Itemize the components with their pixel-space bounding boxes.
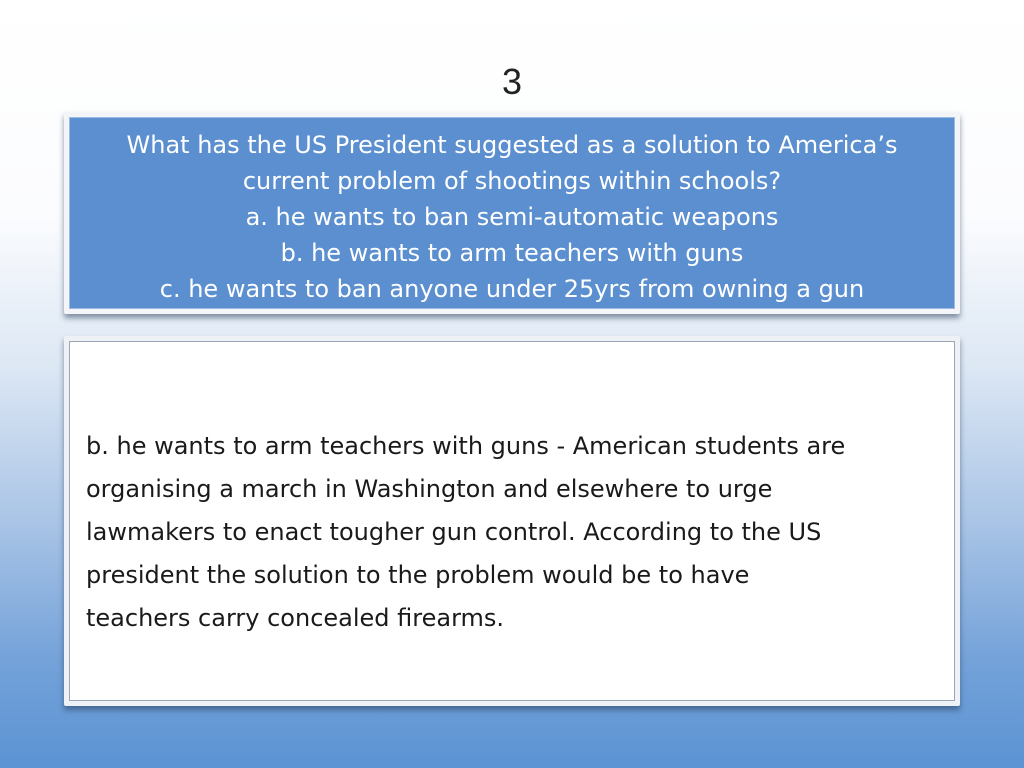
answer-text-line: lawmakers to enact tougher gun control. According to the US xyxy=(86,518,822,546)
answer-text-line: organising a march in Washington and elsewhere to urge xyxy=(86,475,773,503)
question-text-line: What has the US President suggested as a solution to America’s xyxy=(126,131,898,159)
slide-number: 3 xyxy=(501,61,523,102)
answer-text-line: teachers carry concealed firearms. xyxy=(86,604,505,632)
answer-text-line: president the solution to the problem would be to have xyxy=(86,561,750,589)
answer-card xyxy=(64,336,960,706)
question-card xyxy=(64,112,960,314)
option-c: c. he wants to ban anyone under 25yrs from owning a gun xyxy=(159,275,865,303)
option-a: a. he wants to ban semi-automatic weapons xyxy=(245,203,779,231)
question-text-line: current problem of shootings within schools? xyxy=(242,167,782,195)
answer-text-line: b. he wants to arm teachers with guns - American students are xyxy=(86,432,846,460)
option-b: b. he wants to arm teachers with guns xyxy=(280,239,744,267)
